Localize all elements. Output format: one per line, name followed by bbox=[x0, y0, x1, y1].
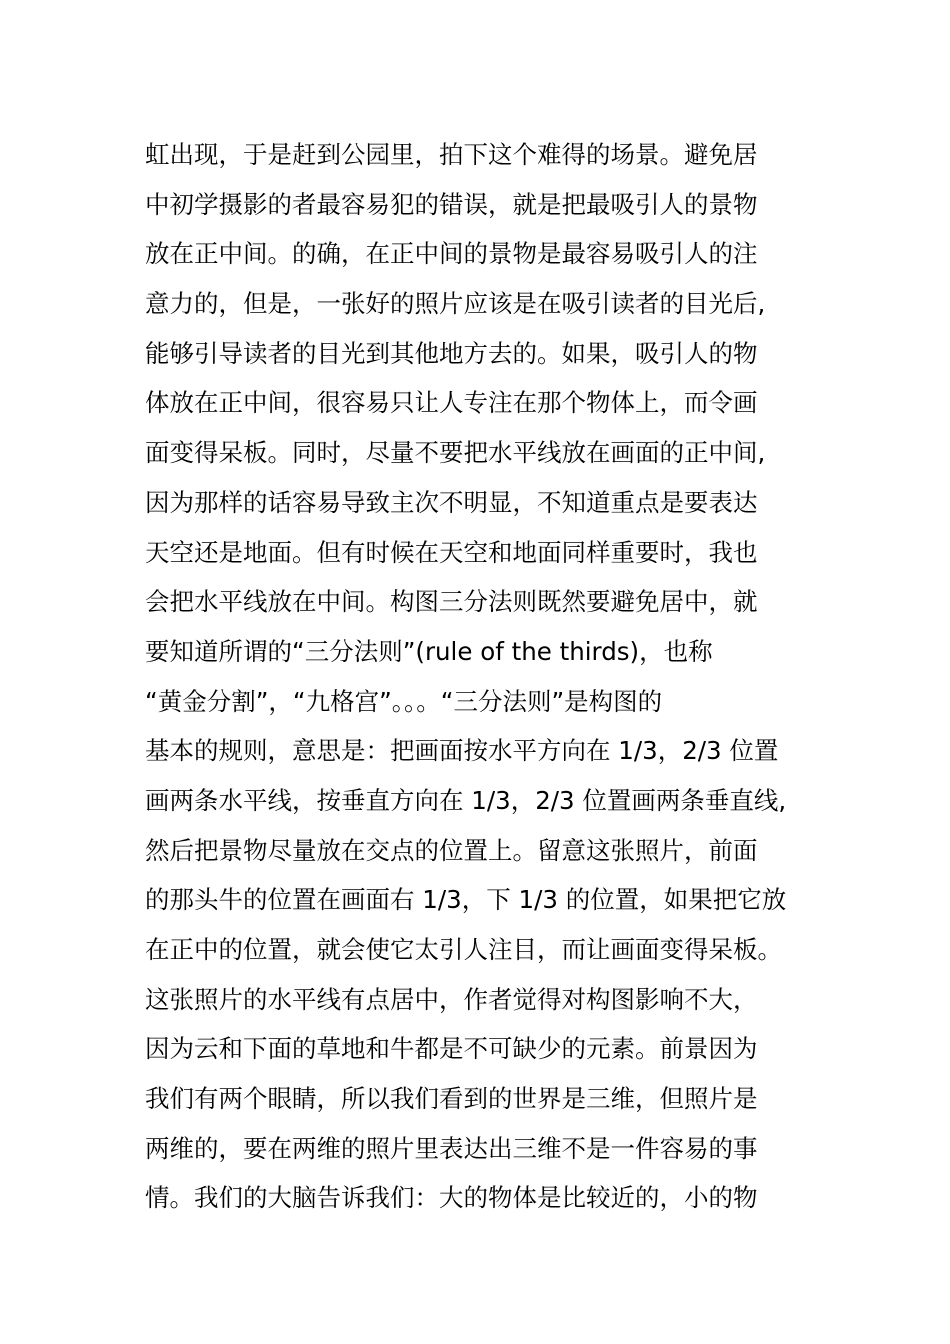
text-line: 然后把景物尽量放在交点的位置上。留意这张照片，前面 bbox=[145, 835, 758, 865]
text-line: 面变得呆板。同时，尽量不要把水平线放在画面的正中间, bbox=[145, 438, 766, 468]
text-line: 我们有两个眼睛，所以我们看到的世界是三维，但照片是 bbox=[145, 1084, 758, 1114]
text-line: 画两条水平线，按垂直方向在 1/3，2/3 位置画两条垂直线, bbox=[145, 785, 787, 815]
text-line: 这张照片的水平线有点居中，作者觉得对构图影响不大， bbox=[145, 984, 758, 1014]
text-line: “黄金分割”，“九格宫”。。。“三分法则”是构图的 bbox=[145, 686, 663, 716]
text-line: 情。我们的大脑告诉我们：大的物体是比较近的，小的物 bbox=[145, 1183, 758, 1213]
text-line: 体放在正中间，很容易只让人专注在那个物体上，而令画 bbox=[145, 388, 758, 418]
text-line: 的那头牛的位置在画面右 1/3，下 1/3 的位置，如果把它放 bbox=[145, 885, 787, 915]
text-line: 要知道所谓的“三分法则”(rule of the thirds)，也称 bbox=[145, 636, 713, 666]
body-text bbox=[145, 130, 825, 1223]
text-line: 天空还是地面。但有时候在天空和地面同样重要时，我也 bbox=[145, 537, 758, 567]
text-line: 能够引导读者的目光到其他地方去的。如果，吸引人的物 bbox=[145, 338, 758, 368]
text-line: 意力的，但是，一张好的照片应该是在吸引读者的目光后, bbox=[145, 289, 766, 319]
text-line: 因为云和下面的草地和牛都是不可缺少的元素。前景因为 bbox=[145, 1034, 758, 1064]
text-line: 因为那样的话容易导致主次不明显，不知道重点是要表达 bbox=[145, 487, 758, 517]
text-line: 中初学摄影的者最容易犯的错误，就是把最吸引人的景物 bbox=[145, 189, 758, 219]
text-line: 基本的规则，意思是：把画面按水平方向在 1/3，2/3 位置 bbox=[145, 736, 779, 766]
text-line: 虹出现，于是赶到公园里，拍下这个难得的场景。避免居 bbox=[145, 140, 758, 169]
text-line: 放在正中间。的确，在正中间的景物是最容易吸引人的注 bbox=[145, 239, 758, 269]
text-line: 两维的，要在两维的照片里表达出三维不是一件容易的事 bbox=[145, 1133, 758, 1163]
text-line: 在正中的位置，就会使它太引人注目，而让画面变得呆板。 bbox=[145, 935, 782, 964]
text-line: 会把水平线放在中间。构图三分法则既然要避免居中，就 bbox=[145, 587, 758, 617]
